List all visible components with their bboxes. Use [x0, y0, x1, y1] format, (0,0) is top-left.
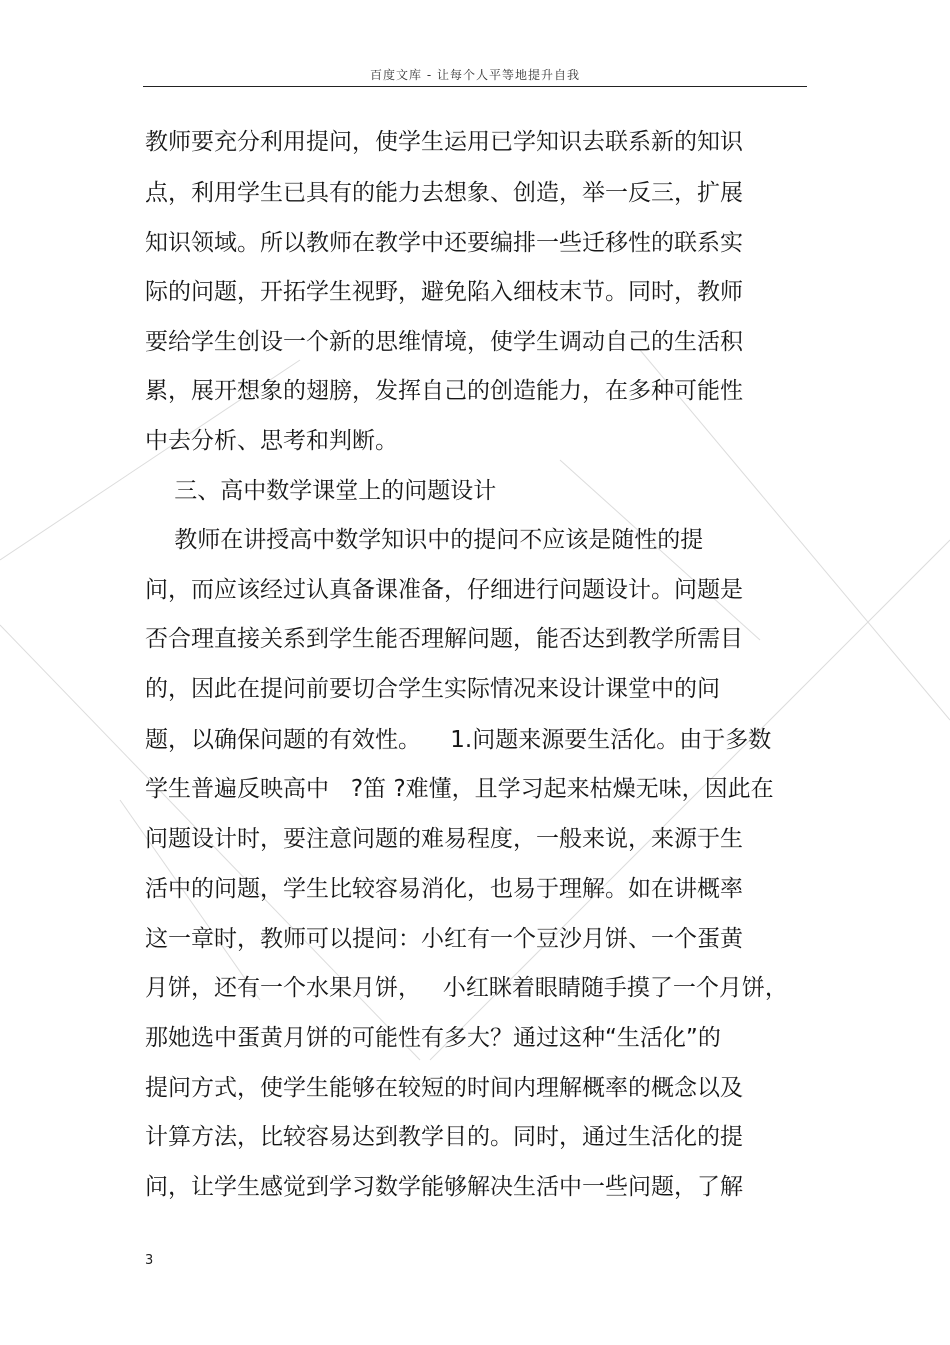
text-line: 问，而应该经过认真备课准备，仔细进行问题设计。问题是	[145, 577, 743, 603]
page-number: 3	[145, 1253, 154, 1268]
text-line: 问，让学生感觉到学习数学能够解决生活中一些问题，了解	[145, 1174, 743, 1200]
text-line: 这一章时，教师可以提问：小红有一个豆沙月饼、一个蛋黄	[145, 926, 743, 952]
text-line: 要给学生创设一个新的思维情境，使学生调动自己的生活积	[145, 329, 743, 355]
page-header: 百度文库 - 让每个人平等地提升自我	[370, 68, 580, 82]
text-line: 际的问题，开拓学生视野，避免陷入细枝末节。同时，教师	[145, 279, 743, 305]
text-line: 计算方法，比较容易达到教学目的。同时，通过生活化的提	[145, 1124, 743, 1150]
text-line: 月饼，还有一个水果月饼， 小红眯着眼睛随手摸了一个月饼，	[145, 975, 788, 1001]
text-line: 点，利用学生已具有的能力去想象、创造，举一反三，扩展	[145, 180, 743, 206]
text-line: 教师要充分利用提问，使学生运用已学知识去联系新的知识	[145, 129, 743, 155]
text-line: 提问方式，使学生能够在较短的时间内理解概率的概念以及	[145, 1075, 743, 1101]
text-line: 问题设计时，要注意问题的难易程度，一般来说，来源于生	[145, 826, 743, 852]
text-line: 学生普遍反映高中 ?笛 ?难懂，且学习起来枯燥无味，因此在	[145, 776, 774, 802]
text-line: 活中的问题，学生比较容易消化，也易于理解。如在讲概率	[145, 876, 743, 902]
text-line: 否合理直接关系到学生能否理解问题，能否达到教学所需目	[145, 626, 743, 652]
text-line: 累，展开想象的翅膀，发挥自己的创造能力，在多种可能性	[145, 378, 743, 404]
header-divider	[143, 86, 807, 87]
text-line: 教师在讲授高中数学知识中的提问不应该是随性的提	[145, 527, 704, 553]
text-line: 中去分析、思考和判断。	[145, 428, 398, 454]
text-line: 的，因此在提问前要切合学生实际情况来设计课堂中的问	[145, 676, 720, 702]
text-line: 知识领域。所以教师在教学中还要编排一些迁移性的联系实	[145, 230, 743, 256]
text-line: 题，以确保问题的有效性。 1.问题来源要生活化。由于多数	[145, 727, 772, 753]
section-heading: 三、高中数学课堂上的问题设计	[145, 478, 497, 504]
text-line: 那她选中蛋黄月饼的可能性有多大？通过这种“生活化”的	[145, 1025, 721, 1051]
